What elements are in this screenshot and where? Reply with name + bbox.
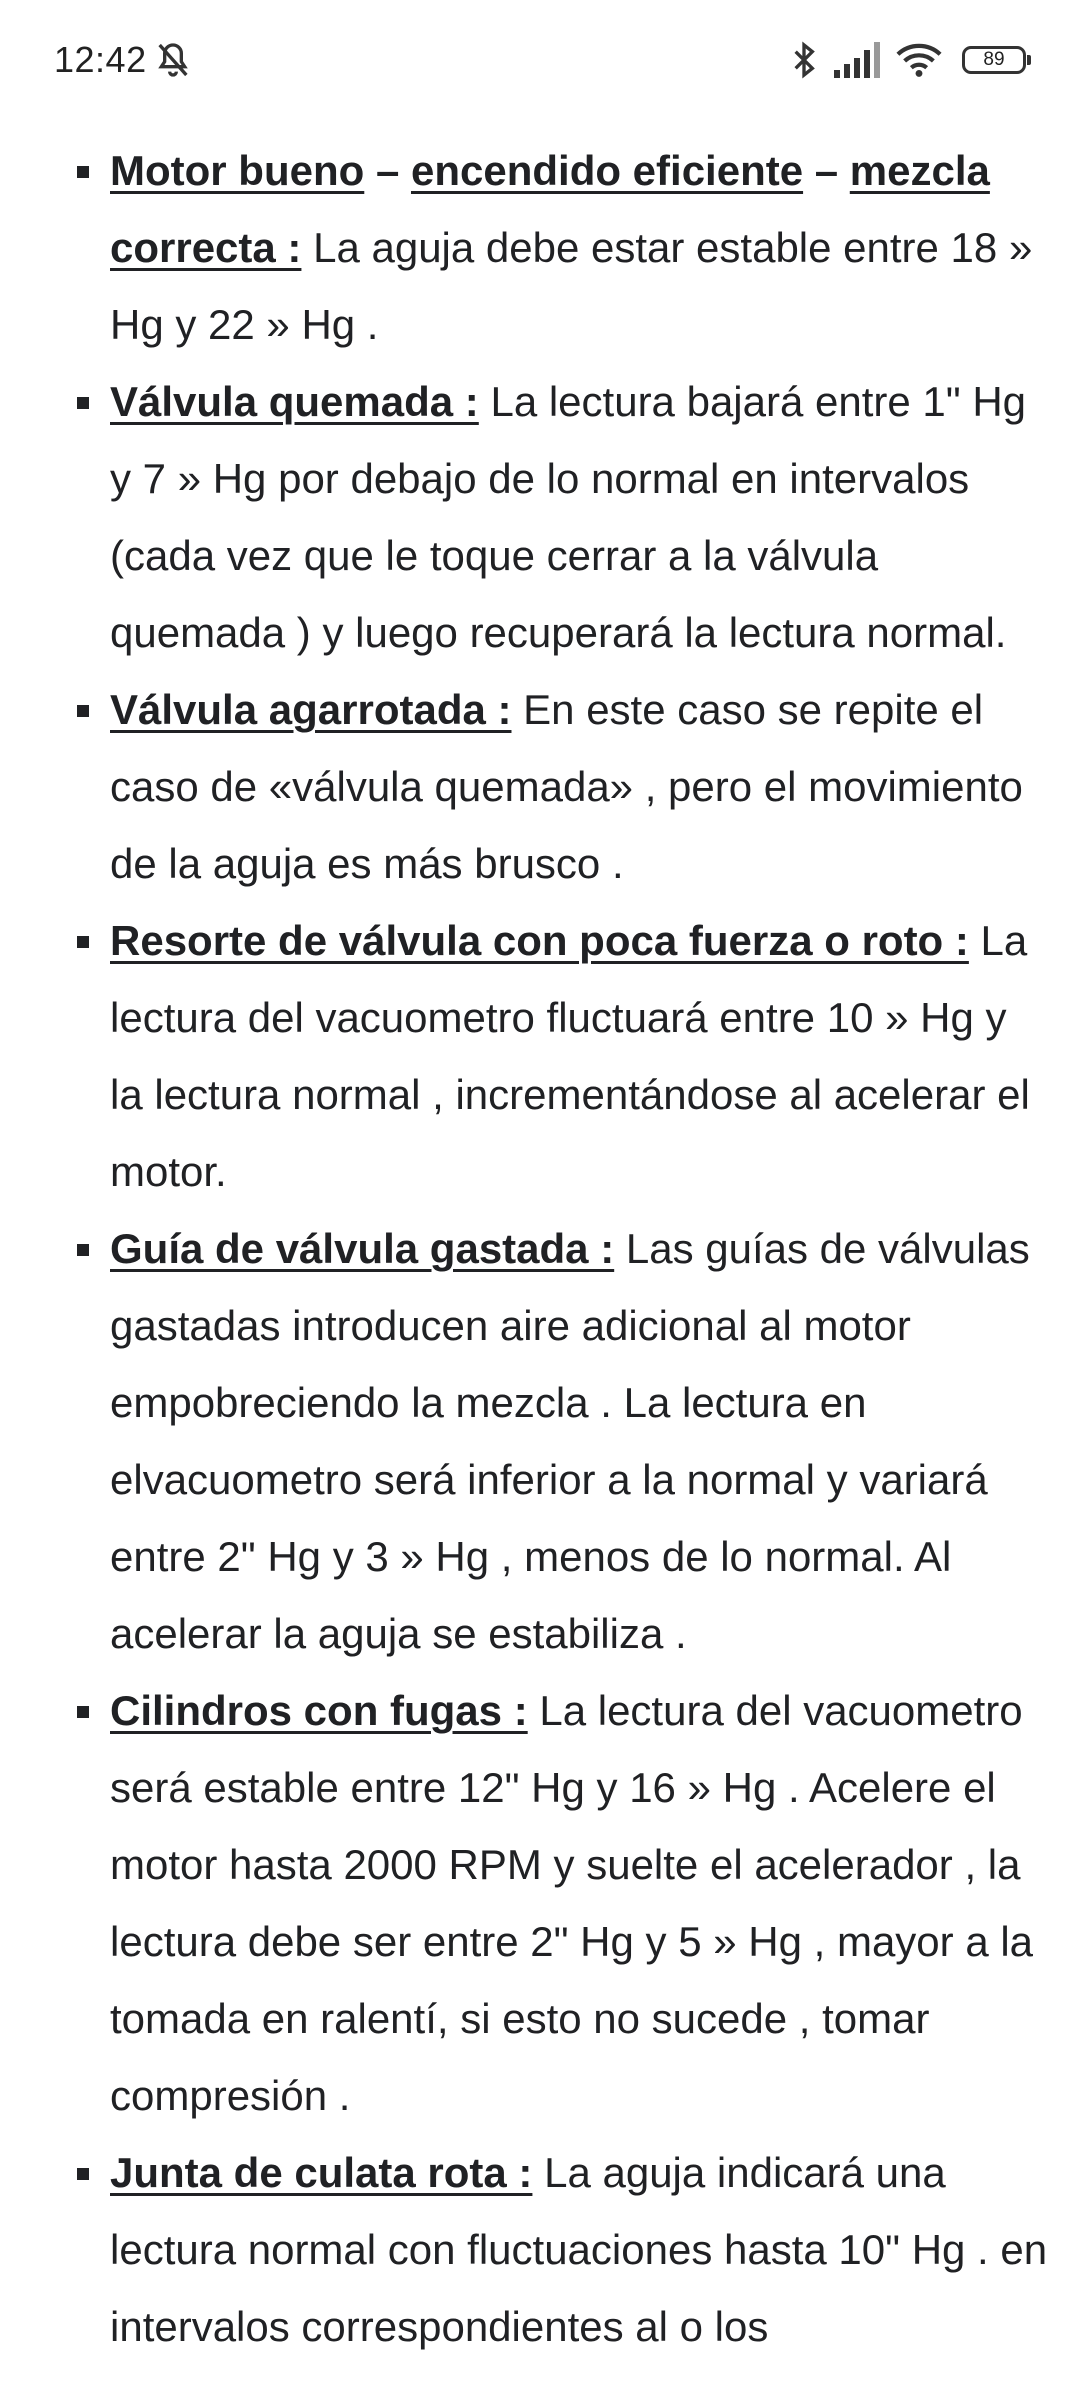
status-left (54, 39, 193, 81)
list-item (110, 363, 1050, 671)
diagnosis-list (0, 132, 1080, 2365)
status-time: 12:42 (54, 39, 147, 80)
item-term: Válvula agarrotada : (110, 686, 512, 733)
status-bar (0, 0, 1080, 120)
list-item (110, 132, 1050, 363)
item-term: mezcla correcta : (110, 147, 990, 271)
mute-icon (153, 40, 193, 80)
item-term-separator: – (803, 147, 850, 194)
item-term: encendido eficiente (410, 147, 804, 194)
status-right (788, 40, 1026, 80)
item-text: La lectura del vacuometro será estable entre 12" Hg y 16 » Hg . Acelere el motor hasta 2000 RPM y suelte el acelerador , la lectura debe ser entre 2" Hg y 5 » Hg , mayor a la tomada en ralentí, si esto no sucede , tomar compresión . (110, 1687, 1034, 2119)
item-text: La aguja debe estar estable entre 18 » Hg y 22 » Hg . (110, 224, 1033, 348)
battery-level: 89 (983, 49, 1005, 70)
item-term: Junta de culata rota : (110, 2149, 533, 2196)
list-item (110, 1672, 1050, 2134)
signal-icon (834, 42, 882, 78)
item-text: La aguja indicará una lectura normal con fluctuaciones hasta 10" Hg . en intervalos correspondientes al o los (110, 2149, 1048, 2350)
bluetooth-icon (788, 40, 820, 80)
list-item (110, 671, 1050, 902)
battery-icon (962, 46, 1026, 74)
list-item (110, 2134, 1050, 2365)
item-text: Las guías de válvulas gastadas introducen aire adicional al motor empobreciendo la mezcla . La lectura en elvacuometro será inferior a la normal y variará entre 2" Hg y 3 » Hg , menos de lo normal. Al acelerar la aguja se estabiliza . (110, 1225, 1030, 1657)
item-term: Válvula quemada : (110, 378, 479, 425)
list-item (110, 902, 1050, 1210)
item-term-separator: – (364, 147, 411, 194)
item-term: Resorte de válvula con poca fuerza o roto : (110, 917, 969, 964)
item-text: En este caso se repite el caso de «válvula quemada» , pero el movimiento de la aguja es más brusco . (110, 686, 1023, 887)
item-text: La lectura bajará entre 1" Hg y 7 » Hg por debajo de lo normal en intervalos (cada vez que le toque cerrar a la válvula quemada ) y luego recuperará la lectura normal. (110, 378, 1027, 656)
article-content (0, 132, 1080, 2365)
item-term: Guía de válvula gastada : (110, 1225, 615, 1272)
list-item (110, 1210, 1050, 1672)
item-text: La lectura del vacuometro fluctuará entre 10 » Hg y la lectura normal , incrementándose al acelerar el motor. (110, 917, 1030, 1195)
item-term: Cilindros con fugas : (110, 1687, 528, 1734)
wifi-icon (896, 42, 942, 78)
item-term: Motor bueno (110, 147, 365, 194)
